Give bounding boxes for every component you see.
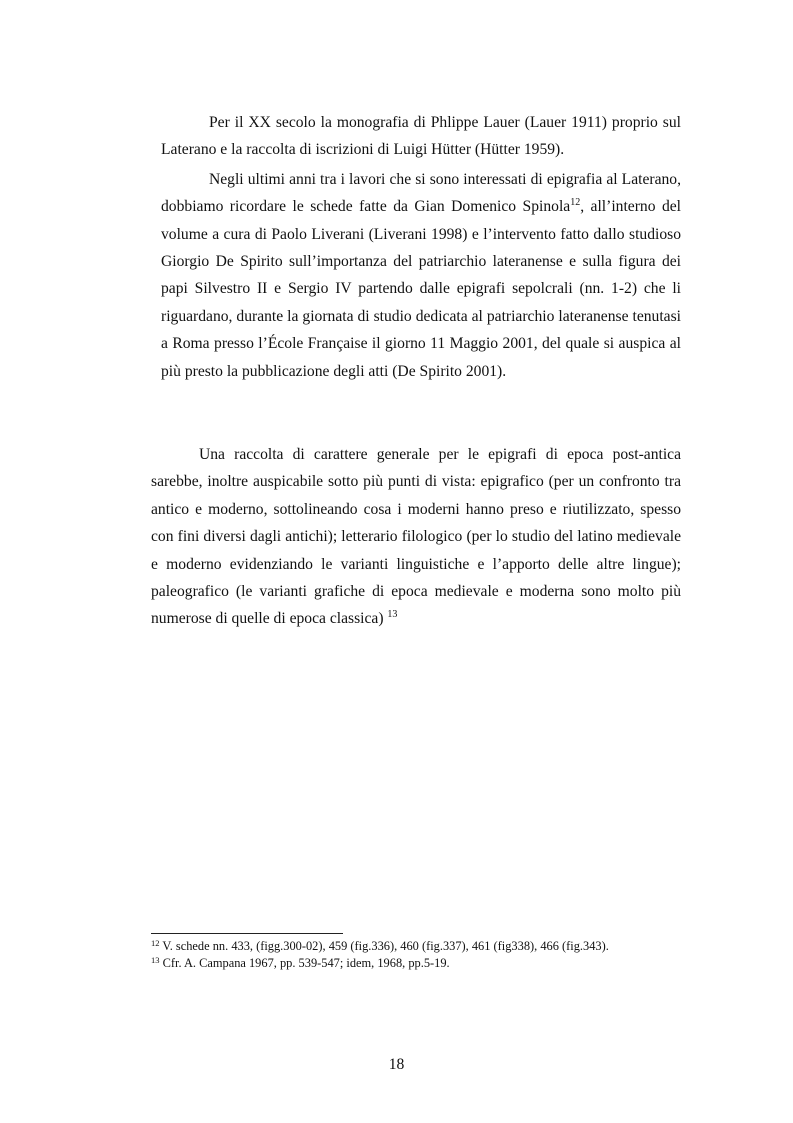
paragraph-text: , all’interno del volume a cura di Paolo Liverani (Liverani 1998) e l’intervento fatto dallo studioso Giorgio De Spirito sull’importanza del patriarchio lateranense e sulla figura dei papi Silvestro II e Sergio IV partendo dalle epigrafi sepolcrali (nn. 1-2) che li riguardano, durante la giornata di studio dedicata al patriarchio lateranense tenutasi a Roma presso l’École Française il giorno 11 Maggio 2001, del quale si auspica al più presto la pubblicazione degli atti (De Spirito 2001). xyxy=(161,198,681,380)
page-number: 18 xyxy=(388,1056,405,1073)
footnote-ref-12[interactable]: 12 xyxy=(570,197,581,209)
paragraph-text: Una raccolta di carattere generale per le epigrafi di epoca post-antica sarebbe, inoltre auspicabile sotto più punti di vista: epigrafico (per un confronto tra antico e moderno, sottolineando cosa i moderni hanno preso e riutilizzato, spesso con fini diversi dagli antichi); letterario filologico (per lo studio del latino medievale e moderno evidenziando le varianti linguistiche e l’apporto delle altre lingue); paleografico (le varianti grafiche di epoca medievale e moderna sono molto più numerose di quelle di epoca classica) xyxy=(151,446,681,628)
body-text-block xyxy=(161,109,681,387)
footnote-text: Cfr. A. Campana 1967, pp. 539-547; idem, 1968, pp.5-19. xyxy=(162,955,450,970)
footnote-12 xyxy=(151,938,691,955)
footnote-text: V. schede nn. 433, (figg.300-02), 459 (fig.336), 460 (fig.337), 461 (fig338), 466 (fig.343). xyxy=(162,939,609,953)
footnote-13 xyxy=(151,955,691,972)
footnote-ref-13[interactable]: 13 xyxy=(387,609,398,621)
footnote-number: 12 xyxy=(151,938,160,948)
footnotes xyxy=(151,938,691,971)
paragraph-lauer-hutter xyxy=(161,109,681,164)
footnote-separator xyxy=(151,933,343,934)
footnote-number: 13 xyxy=(151,954,160,965)
body-text-block xyxy=(151,441,681,635)
paragraph-recent-works xyxy=(161,166,681,385)
paragraph-text: Negli ultimi anni tra i lavori che si sono interessati di epigrafia al Laterano, dobbiamo ricordare le schede fatte da Gian Domenico Spinola xyxy=(161,170,681,216)
paragraph-text: Per il XX secolo la monografia di Phlippe Lauer (Lauer 1911) proprio sul Laterano e la raccolta di iscrizioni di Luigi Hütter (Hütter 1959). xyxy=(161,114,681,159)
paragraph-general-collection xyxy=(151,441,681,633)
